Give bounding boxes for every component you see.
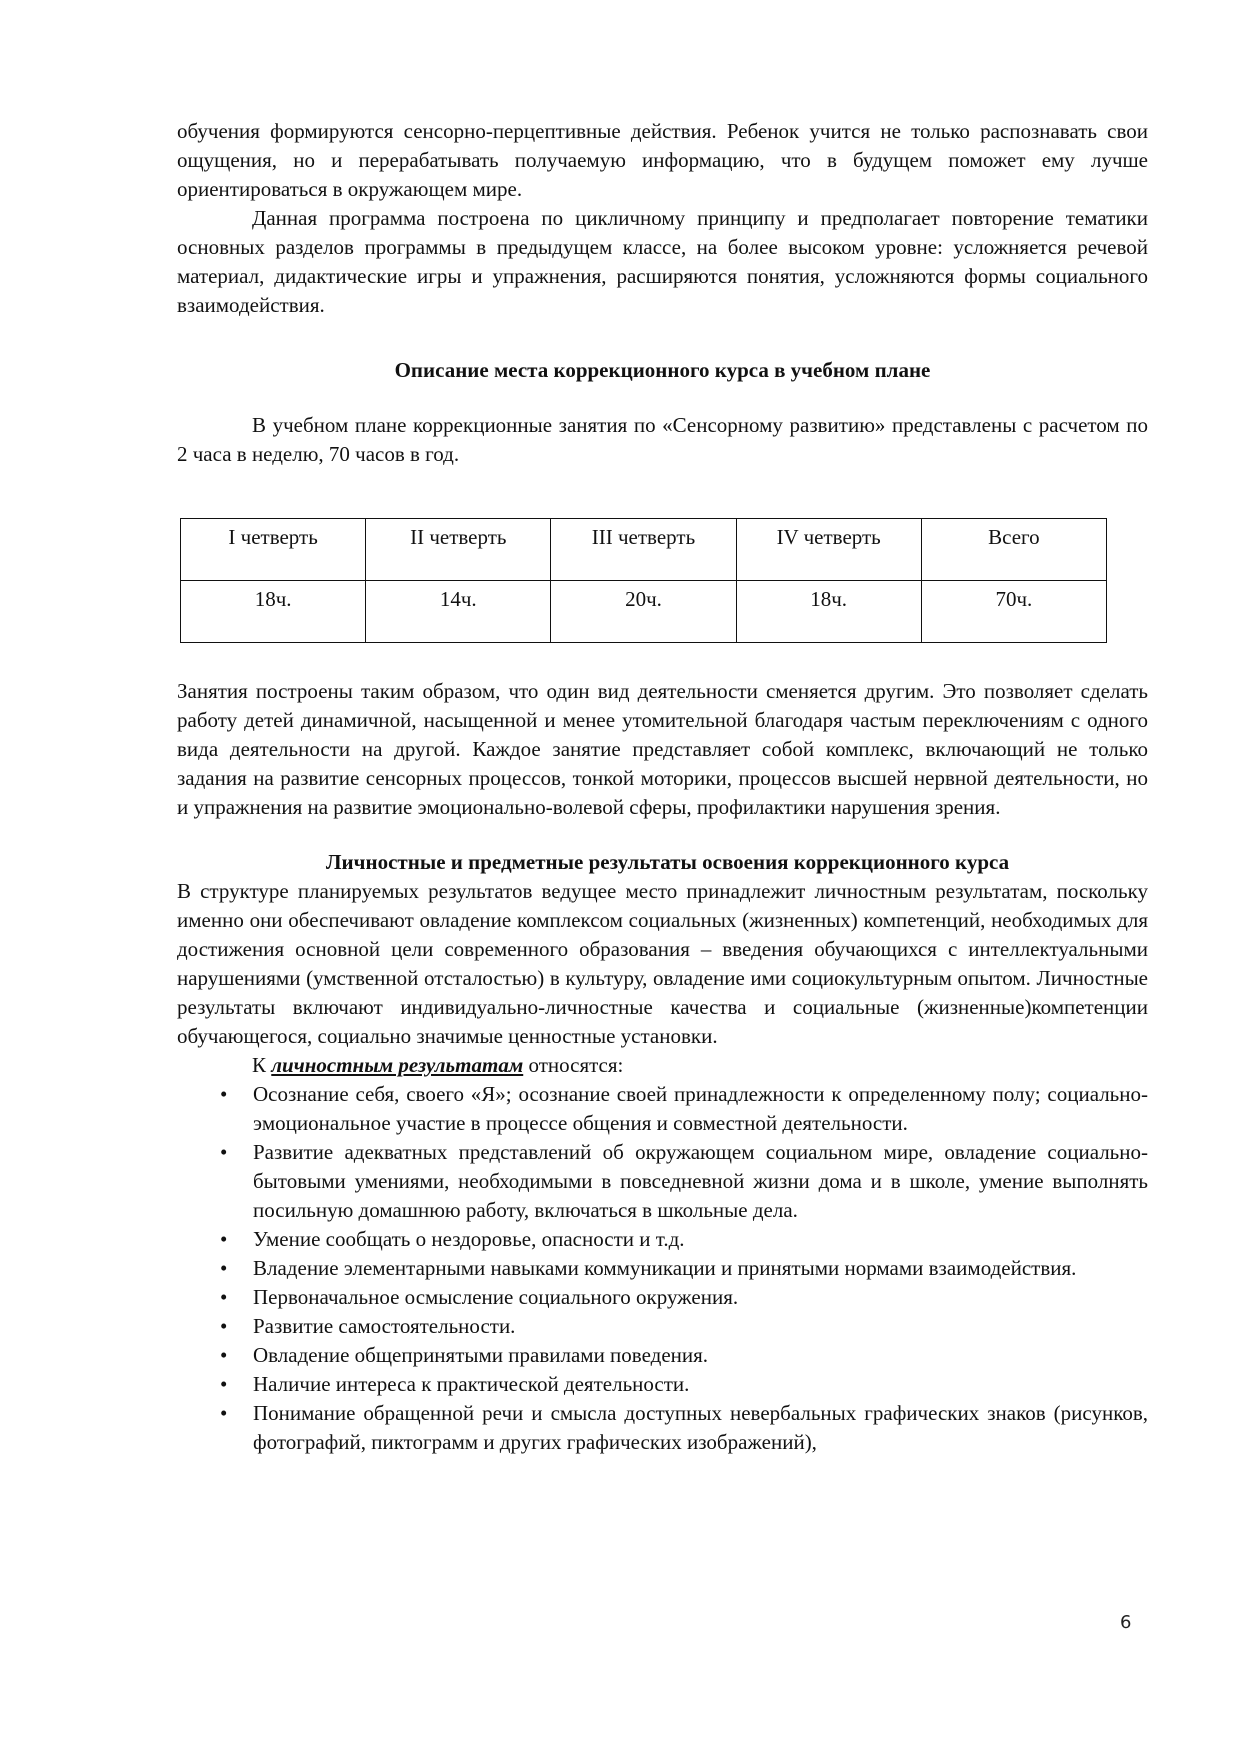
table-cell: 14ч. bbox=[366, 581, 551, 643]
table-row bbox=[181, 581, 1107, 643]
bullet-icon: • bbox=[220, 1082, 228, 1106]
list-item bbox=[177, 1254, 1148, 1283]
table-cell: 70ч. bbox=[921, 581, 1106, 643]
hours-table bbox=[180, 518, 1107, 643]
list-item bbox=[177, 1283, 1148, 1312]
bullet-icon: • bbox=[220, 1343, 228, 1367]
list-item-text: Владение элементарными навыками коммуникации и принятыми нормами взаимодействия. bbox=[253, 1256, 1077, 1280]
results-intro-prefix: К bbox=[252, 1053, 272, 1077]
table-header-row bbox=[181, 519, 1107, 581]
list-item bbox=[177, 1370, 1148, 1399]
table-header-cell: III четверть bbox=[551, 519, 736, 581]
paragraph-results-structure: В структуре планируемых результатов ведущее место принадлежит личностным результатам, поскольку именно они обеспечивают овладение комплексом социальных (жизненных) компетенций, необходимых для достижения основной цели современного образования – введения обучающихся с интеллектуальными нарушениями (умственной отсталостью) в культуру, овладение ими социокультурным опытом. Личностные результаты включают индивидуально-личностные качества и социальные (жизненные)компетенции обучающегося, социально значимые ценностные установки. bbox=[177, 879, 1148, 1048]
bullet-icon: • bbox=[220, 1140, 228, 1164]
heading-course-place: Описание места коррекционного курса в учебном плане bbox=[394, 358, 931, 382]
bullet-icon: • bbox=[220, 1227, 228, 1251]
list-item-text: Развитие адекватных представлений об окружающем социальном мире, овладение социально-бытовыми умениями, необходимыми в повседневной жизни дома и в школе, умение выполнять посильную домашнюю работу, включаться в школьные дела. bbox=[253, 1140, 1148, 1222]
results-intro-suffix: относятся: bbox=[523, 1053, 624, 1077]
list-item-text: Понимание обращенной речи и смысла доступных невербальных графических знаков (рисунков, фотографий, пиктограмм и других графических изображений), bbox=[253, 1401, 1148, 1454]
list-item-text: Развитие самостоятельности. bbox=[253, 1314, 516, 1338]
results-intro-emphasis: личностным результатам bbox=[271, 1053, 524, 1077]
bullet-icon: • bbox=[220, 1285, 228, 1309]
list-item bbox=[177, 1341, 1148, 1370]
paragraph-lesson-structure: Занятия построены таким образом, что один вид деятельности сменяется другим. Это позволяет сделать работу детей динамичной, насыщенной и менее утомительной благодаря частым переключениям с одного вида деятельности на другой. Каждое занятие представляет собой комплекс, включающий не только задания на развитие сенсорных процессов, тонкой моторики, процессов высшей нервной деятельности, но и упражнения на развитие эмоционально-волевой сферы, профилактики нарушения зрения. bbox=[177, 679, 1148, 819]
list-item-text: Наличие интереса к практической деятельности. bbox=[253, 1372, 690, 1396]
paragraph-continuation: обучения формируются сенсорно-перцептивные действия. Ребенок учится не только распознавать свои ощущения, но и перерабатывать получаемую информацию, что в будущем поможет ему лучше ориентироваться в окружающем мире. bbox=[177, 119, 1148, 201]
heading-results: Личностные и предметные результаты освоения коррекционного курса bbox=[325, 850, 1010, 874]
bullet-icon: • bbox=[220, 1401, 228, 1425]
list-item bbox=[177, 1312, 1148, 1341]
table-cell: 20ч. bbox=[551, 581, 736, 643]
list-item-text: Осознание себя, своего «Я»; осознание своей принадлежности к определенному полу; социально-эмоциональное участие в процессе общения и совместной деятельности. bbox=[253, 1082, 1148, 1135]
list-item bbox=[177, 1225, 1148, 1254]
bullet-icon: • bbox=[220, 1372, 228, 1396]
list-item-text: Умение сообщать о нездоровье, опасности и т.д. bbox=[253, 1227, 685, 1251]
table-header-cell: I четверть bbox=[181, 519, 366, 581]
results-list bbox=[177, 1080, 1148, 1457]
page-number: 6 bbox=[1120, 1612, 1132, 1633]
table-cell: 18ч. bbox=[736, 581, 921, 643]
document-page bbox=[177, 117, 1148, 1457]
bullet-icon: • bbox=[220, 1314, 228, 1338]
list-item bbox=[177, 1399, 1148, 1457]
list-item bbox=[177, 1138, 1148, 1225]
bullet-icon: • bbox=[220, 1256, 228, 1280]
list-item bbox=[177, 1080, 1148, 1138]
table-cell: 18ч. bbox=[181, 581, 366, 643]
paragraph-program-structure: Данная программа построена по цикличному принципу и предполагает повторение тематики основных разделов программы в предыдущем классе, на более высоком уровне: усложняется речевой материал, дидактические игры и упражнения, расширяются понятия, усложняются формы социального взаимодействия. bbox=[177, 206, 1148, 317]
paragraph-study-plan: В учебном плане коррекционные занятия по «Сенсорному развитию» представлены с расчетом по 2 часа в неделю, 70 часов в год. bbox=[177, 413, 1148, 466]
list-item-text: Овладение общепринятыми правилами поведения. bbox=[253, 1343, 709, 1367]
table-header-cell: Всего bbox=[921, 519, 1106, 581]
list-item-text: Первоначальное осмысление социального окружения. bbox=[253, 1285, 739, 1309]
table-header-cell: IV четверть bbox=[736, 519, 921, 581]
table-header-cell: II четверть bbox=[366, 519, 551, 581]
results-intro bbox=[177, 1051, 1148, 1080]
